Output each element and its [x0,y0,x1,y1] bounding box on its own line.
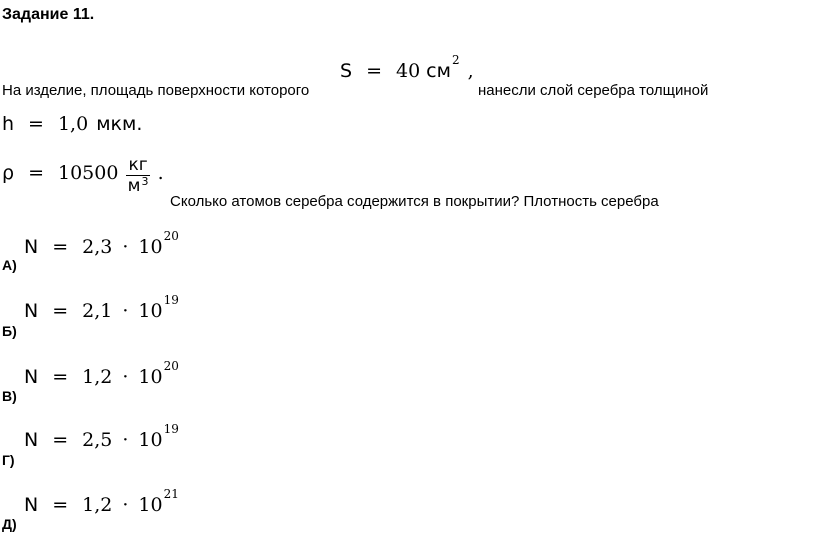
option-a-formula: N = 2,3 · 10 20 [24,229,179,258]
area-symbol: S [340,60,353,82]
thickness-unit: мкм. [96,113,143,135]
option-b-letter: Б) [2,323,17,339]
thickness-value: 1,0 [57,113,89,135]
density-unit-numerator: кг [128,155,148,175]
density-symbol: ρ [2,162,15,184]
option-g-letter: Г) [2,452,15,468]
area-equals: = [366,60,382,82]
density-formula [2,155,164,204]
thickness-formula [2,113,142,135]
area-value: 40 [395,60,421,82]
intro-text: На изделие, площадь поверхности которого [2,82,310,99]
task-title: Задание 11. [2,6,95,23]
density-equals: = [28,162,44,184]
thickness-equals: = [28,113,44,135]
option-d-formula: N = 1,2 · 10 21 [24,487,179,516]
density-unit-denominator: $м^3$ [127,175,149,196]
layer-text: нанесли слой серебра толщиной [478,82,709,99]
thickness-symbol: h [2,113,15,135]
density-value: 10500 [57,162,119,184]
area-formula [340,53,474,82]
option-b-formula: N = 2,1 · 10 19 [24,293,179,322]
option-d-letter: Д) [2,516,17,532]
density-period: . [157,162,164,184]
option-a-letter: А) [2,257,17,273]
option-v-formula: N = 1,2 · 10 20 [24,359,179,388]
option-v-letter: В) [2,388,17,404]
area-exponent: 2 [451,53,460,67]
option-g-formula: N = 2,5 · 10 19 [24,422,179,451]
density-unit-fraction [126,156,149,198]
question-text: Сколько атомов серебра содержится в покрытии? Плотность серебра [170,193,659,210]
area-comma: , [467,60,474,82]
area-unit: см [426,60,451,82]
